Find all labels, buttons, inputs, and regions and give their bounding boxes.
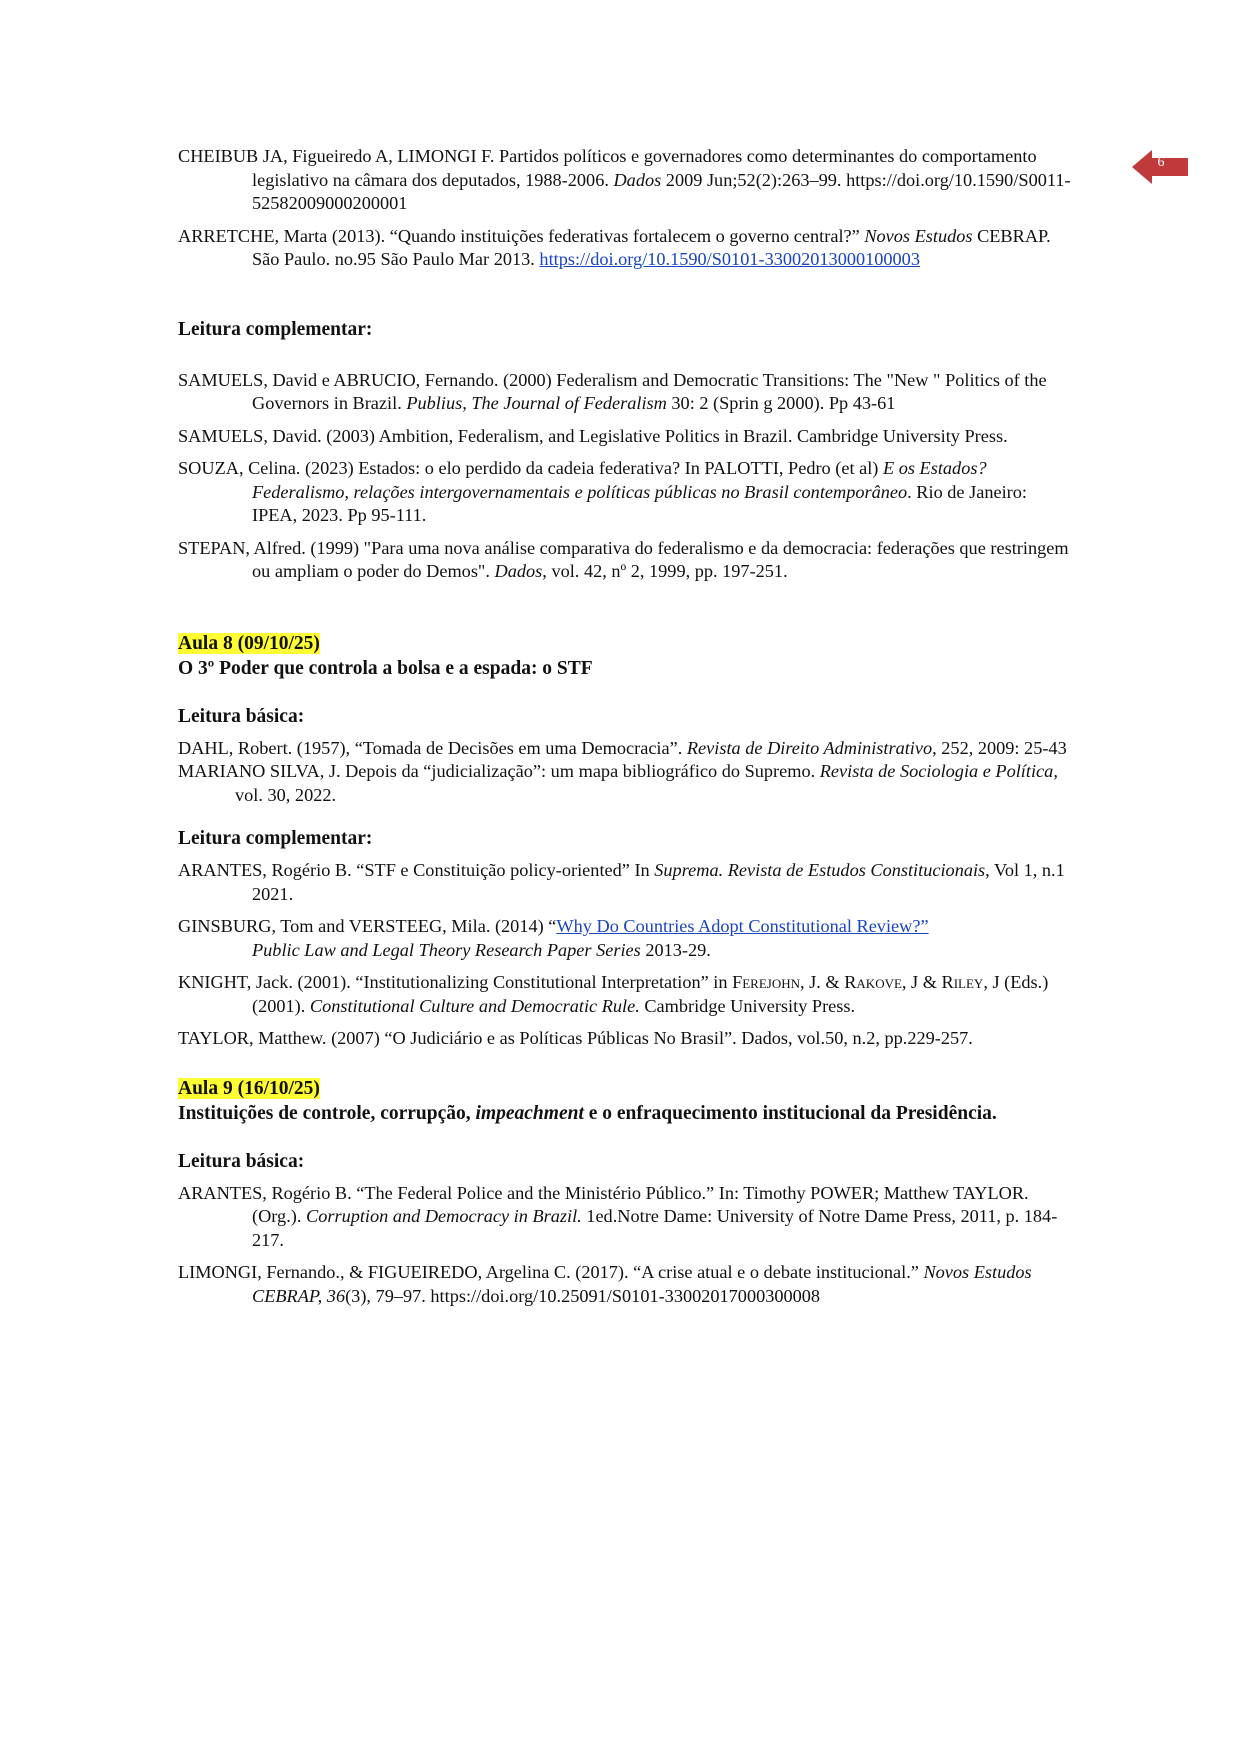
class-title-aula9: Instituições de controle, corrupção, impeachment e o enfraquecimento institucional da Presidência. <box>178 1102 997 1124</box>
reference-arretche: ARRETCHE, Marta (2013). “Quando instituições federativas fortalecem o governo central?” Novos Estudos CEBRAP. São Paulo. no.95 São Paulo Mar 2013. https://doi.org/10.1590/S0101-33002013000100003 <box>178 225 1051 269</box>
document-body <box>178 145 1073 1317</box>
reference-ginsburg: GINSBURG, Tom and VERSTEEG, Mila. (2014) “Why Do Countries Adopt Constitutional Review?” Public Law and Legal Theory Research Paper Series 2013-29. <box>178 916 929 960</box>
reference-samuels-abrucio: SAMUELS, David e ABRUCIO, Fernando. (2000) Federalism and Democratic Transitions: The "New " Politics of the Governors in Brazil. Publius, The Journal of Federalism 30: 2 (Sprin g 2000). Pp 43-61 <box>178 369 1047 413</box>
reference-dahl: DAHL, Robert. (1957), “Tomada de Decisões em uma Democracia”. Revista de Direito Administrativo, 252, 2009: 25-43 <box>178 737 1067 758</box>
section-heading-basica-aula8: Leitura básica: <box>178 705 305 727</box>
page-number: 6 <box>1157 155 1165 170</box>
reference-mariano-silva: MARIANO SILVA, J. Depois da “judicialização”: um mapa bibliográfico do Supremo. Revista de Sociologia e Política, vol. 30, 2022. <box>178 761 1058 805</box>
reference-souza: SOUZA, Celina. (2023) Estados: o elo perdido da cadeia federativa? In PALOTTI, Pedro (et al) E os Estados? Federalismo, relações intergovernamentais e políticas públicas no Brasil contemporâneo. Rio de Janeiro: IPEA, 2023. Pp 95-111. <box>178 458 1027 525</box>
page-number-badge <box>1132 150 1188 184</box>
doi-link-arretche[interactable]: https://doi.org/10.1590/S0101-33002013000100003 <box>539 249 920 269</box>
section-heading-complementar: Leitura complementar: <box>178 318 373 340</box>
section-heading-complementar-aula8: Leitura complementar: <box>178 828 373 849</box>
class-tag-aula8: Aula 8 (09/10/25) <box>178 632 320 654</box>
section-heading-basica-aula9: Leitura básica: <box>178 1150 305 1172</box>
class-header-aula8 <box>178 631 1073 656</box>
class-title-aula8: O 3º Poder que controla a bolsa e a espada: o STF <box>178 657 593 679</box>
reference-cheibub: CHEIBUB JA, Figueiredo A, LIMONGI F. Partidos políticos e governadores como determinantes do comportamento legislativo na câmara dos deputados, 1988-2006. Dados 2009 Jun;52(2):263–99. https://doi.org/10.1590/S0011-52582009000200001 <box>178 146 1071 213</box>
reference-limongi-figueiredo: LIMONGI, Fernando., & FIGUEIREDO, Argelina C. (2017). “A crise atual e o debate institucional.” Novos Estudos CEBRAP, 36(3), 79–97. https://doi.org/10.25091/S0101-33002017000300008 <box>178 1262 1032 1306</box>
reference-knight: KNIGHT, Jack. (2001). “Institutionalizing Constitutional Interpretation” in Ferejohn, J. & Rakove, J & Riley, J (Eds.) (2001). Constitutional Culture and Democratic Rule. Cambridge University Press. <box>178 972 1049 1016</box>
class-tag-aula9: Aula 9 (16/10/25) <box>178 1077 320 1099</box>
reference-arantes-stf: ARANTES, Rogério B. “STF e Constituição policy-oriented” In Suprema. Revista de Estudos Constitucionais, Vol 1, n.1 2021. <box>178 860 1065 904</box>
reference-taylor: TAYLOR, Matthew. (2007) “O Judiciário e as Políticas Públicas No Brasil”. Dados, vol.50, n.2, pp.229-257. <box>178 1028 973 1048</box>
class-header-aula9 <box>178 1076 1073 1101</box>
reference-samuels-2003: SAMUELS, David. (2003) Ambition, Federalism, and Legislative Politics in Brazil. Cambridge University Press. <box>178 425 1008 446</box>
reference-stepan: STEPAN, Alfred. (1999) "Para uma nova análise comparativa do federalismo e da democracia: federações que restringem ou ampliam o poder do Demos". Dados, vol. 42, nº 2, 1999, pp. 197-251. <box>178 537 1069 581</box>
reference-arantes-federal-police: ARANTES, Rogério B. “The Federal Police and the Ministério Público.” In: Timothy POWER; Matthew TAYLOR. (Org.). Corruption and Democracy in Brazil. 1ed.Notre Dame: University of Notre Dame Press, 2011, p. 184-217. <box>178 1182 1058 1250</box>
link-constitutional-review[interactable]: Why Do Countries Adopt Constitutional Review?” <box>556 916 929 936</box>
